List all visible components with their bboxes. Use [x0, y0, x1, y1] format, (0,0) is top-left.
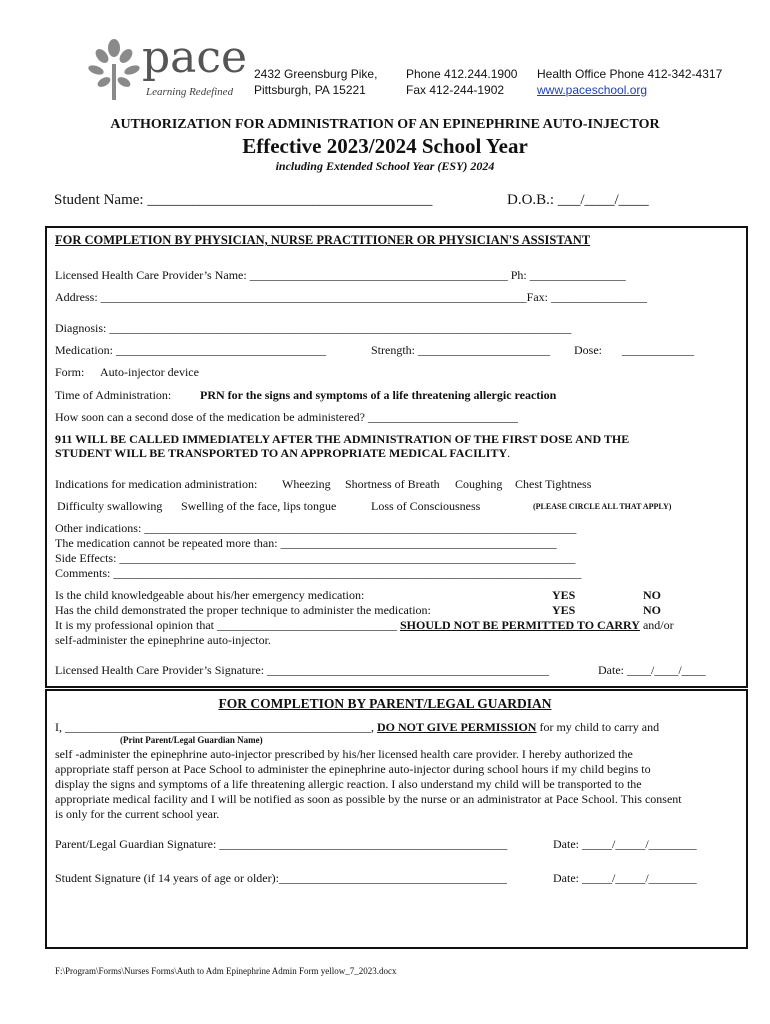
second-dose-field[interactable]: How soon can a second dose of the medication be administered? _________________________ [55, 410, 518, 424]
side-effects-field[interactable]: Side Effects: ____________________________________________________________________________ [55, 551, 576, 565]
opinion-end: and/or [639, 618, 674, 632]
address-line-2: Pittsburgh, PA 15221 [254, 83, 366, 97]
footer-file-path: F:\Program\Forms\Nurses Forms\Auth to Adm Epinephrine Admin Form yellow_7_2023.docx [55, 966, 397, 976]
time-value: PRN for the signs and symptoms of a life threatening allergic reaction [200, 388, 557, 402]
opinion-line-2: self-administer the epinephrine auto-injector. [55, 633, 271, 647]
indications-label: Indications for medication administration: [55, 477, 258, 491]
print-name-label: (Print Parent/Legal Guardian Name) [120, 735, 263, 745]
consent-paragraph-5: is only for the current school year. [55, 807, 220, 821]
consent-paragraph-3: display the signs and symptoms of a life threatening allergic reaction. I also understand my child will be transported to the [55, 777, 642, 791]
q2-yes[interactable]: YES [552, 603, 576, 617]
esy-subtitle: including Extended School Year (ESY) 2024 [275, 159, 495, 173]
provider-signature-field[interactable]: Licensed Health Care Provider’s Signature: _______________________________________________ [55, 663, 550, 677]
school-year-title: Effective 2023/2024 School Year [242, 134, 528, 158]
parent-date-field[interactable]: Date: _____/_____/________ [553, 837, 697, 851]
guardian-name-field: I, ___________________________________________________, [55, 720, 374, 734]
time-label: Time of Administration: [55, 388, 172, 402]
circle-note: (PLEASE CIRCLE ALL THAT APPLY) [533, 502, 672, 511]
carry-text: for my child to carry and [536, 720, 660, 734]
opinion-line[interactable] [55, 618, 674, 633]
warning-line-2-text: STUDENT WILL BE TRANSPORTED TO AN APPROPRIATE MEDICAL FACILITY [55, 446, 508, 460]
other-indications-field[interactable]: Other indications: ________________________________________________________________________ [55, 521, 577, 535]
website-link[interactable]: www.paceschool.org [537, 83, 648, 97]
student-signature-field[interactable]: Student Signature (if 14 years of age or older):______________________________________ [55, 871, 507, 885]
q1-no[interactable]: NO [643, 588, 661, 602]
form-title: AUTHORIZATION FOR ADMINISTRATION OF AN EPINEPHRINE AUTO-INJECTOR [110, 117, 660, 132]
dose-field[interactable]: ____________ [622, 343, 694, 357]
symptom-chest-tightness[interactable]: Chest Tightness [515, 477, 592, 491]
warning-period: . [507, 446, 511, 460]
parent-signature-field[interactable]: Parent/Legal Guardian Signature: ________________________________________________ [55, 837, 508, 851]
comments-field[interactable]: Comments: ______________________________________________________________________________ [55, 566, 582, 580]
address-field[interactable]: Address: _______________________________________________________________________Fax: ________________ [55, 290, 647, 304]
warning-line-1: 911 WILL BE CALLED IMMEDIATELY AFTER THE ADMINISTRATION OF THE FIRST DOSE AND THE [55, 432, 630, 446]
tree-logo-icon [82, 38, 146, 102]
student-name-field[interactable]: Student Name: ______________________________________ [54, 192, 433, 208]
symptom-difficulty-swallowing[interactable]: Difficulty swallowing [57, 499, 163, 513]
logo [82, 32, 248, 102]
symptom-wheezing[interactable]: Wheezing [282, 477, 331, 491]
warning-line-2 [55, 446, 510, 461]
form-label: Form: [55, 365, 85, 379]
consent-paragraph-4: appropriate medical facility and I will be notified as soon as possible by the nurse or an administrator at Pace School. This consent [55, 792, 682, 806]
fax: Fax 412-244-1902 [406, 83, 505, 97]
provider-name-field[interactable]: Licensed Health Care Provider’s Name: ___________________________________________ Ph: ________________ [55, 268, 626, 282]
medication-field[interactable]: Medication: ___________________________________ [55, 343, 326, 357]
symptom-swelling[interactable]: Swelling of the face, lips tongue [181, 499, 337, 513]
phone: Phone 412.244.1900 [406, 67, 518, 81]
symptom-shortness-of-breath[interactable]: Shortness of Breath [345, 477, 440, 491]
form-value: Auto-injector device [100, 365, 199, 379]
symptom-coughing[interactable]: Coughing [455, 477, 503, 491]
repeat-field[interactable]: The medication cannot be repeated more than: ______________________________________________ [55, 536, 557, 550]
no-permission-text: DO NOT GIVE PERMISSION [377, 720, 537, 734]
dose-label: Dose: [574, 343, 602, 357]
address-line-1: 2432 Greensburg Pike, [254, 67, 378, 81]
question-technique: Has the child demonstrated the proper technique to administer the medication: [55, 603, 431, 617]
consent-paragraph-2: appropriate staff person at Pace School to administer the epinephrine auto-injector during school hours if my child begins to [55, 762, 651, 776]
q2-no[interactable]: NO [643, 603, 661, 617]
physician-heading: FOR COMPLETION BY PHYSICIAN, NURSE PRACTITIONER OR PHYSICIAN'S ASSISTANT [55, 233, 591, 247]
dob-field[interactable]: D.O.B.: ___/____/____ [507, 192, 649, 208]
question-knowledgeable: Is the child knowledgeable about his/her emergency medication: [55, 588, 365, 602]
consent-paragraph-1: self -administer the epinephrine auto-injector prescribed by his/her licensed health care provider. I hereby authorized the [55, 747, 633, 761]
symptom-loss-of-consciousness[interactable]: Loss of Consciousness [371, 499, 481, 513]
q1-yes[interactable]: YES [552, 588, 576, 602]
strength-field[interactable]: Strength: ______________________ [371, 343, 550, 357]
guardian-name-line[interactable] [55, 720, 659, 735]
provider-date-field[interactable]: Date: ____/____/____ [598, 663, 706, 677]
student-date-field[interactable]: Date: _____/_____/________ [553, 871, 697, 885]
logo-tagline: Learning Redefined [146, 86, 234, 98]
opinion-start: It is my professional opinion that ______________________________ [55, 618, 397, 632]
health-office-phone: Health Office Phone 412-342-4317 [537, 67, 723, 81]
guardian-heading: FOR COMPLETION BY PARENT/LEGAL GUARDIAN [218, 696, 552, 711]
opinion-bold: SHOULD NOT BE PERMITTED TO CARRY [399, 618, 640, 632]
diagnosis-field[interactable]: Diagnosis: _____________________________________________________________________________ [55, 321, 572, 335]
logo-name: pace [142, 32, 248, 83]
